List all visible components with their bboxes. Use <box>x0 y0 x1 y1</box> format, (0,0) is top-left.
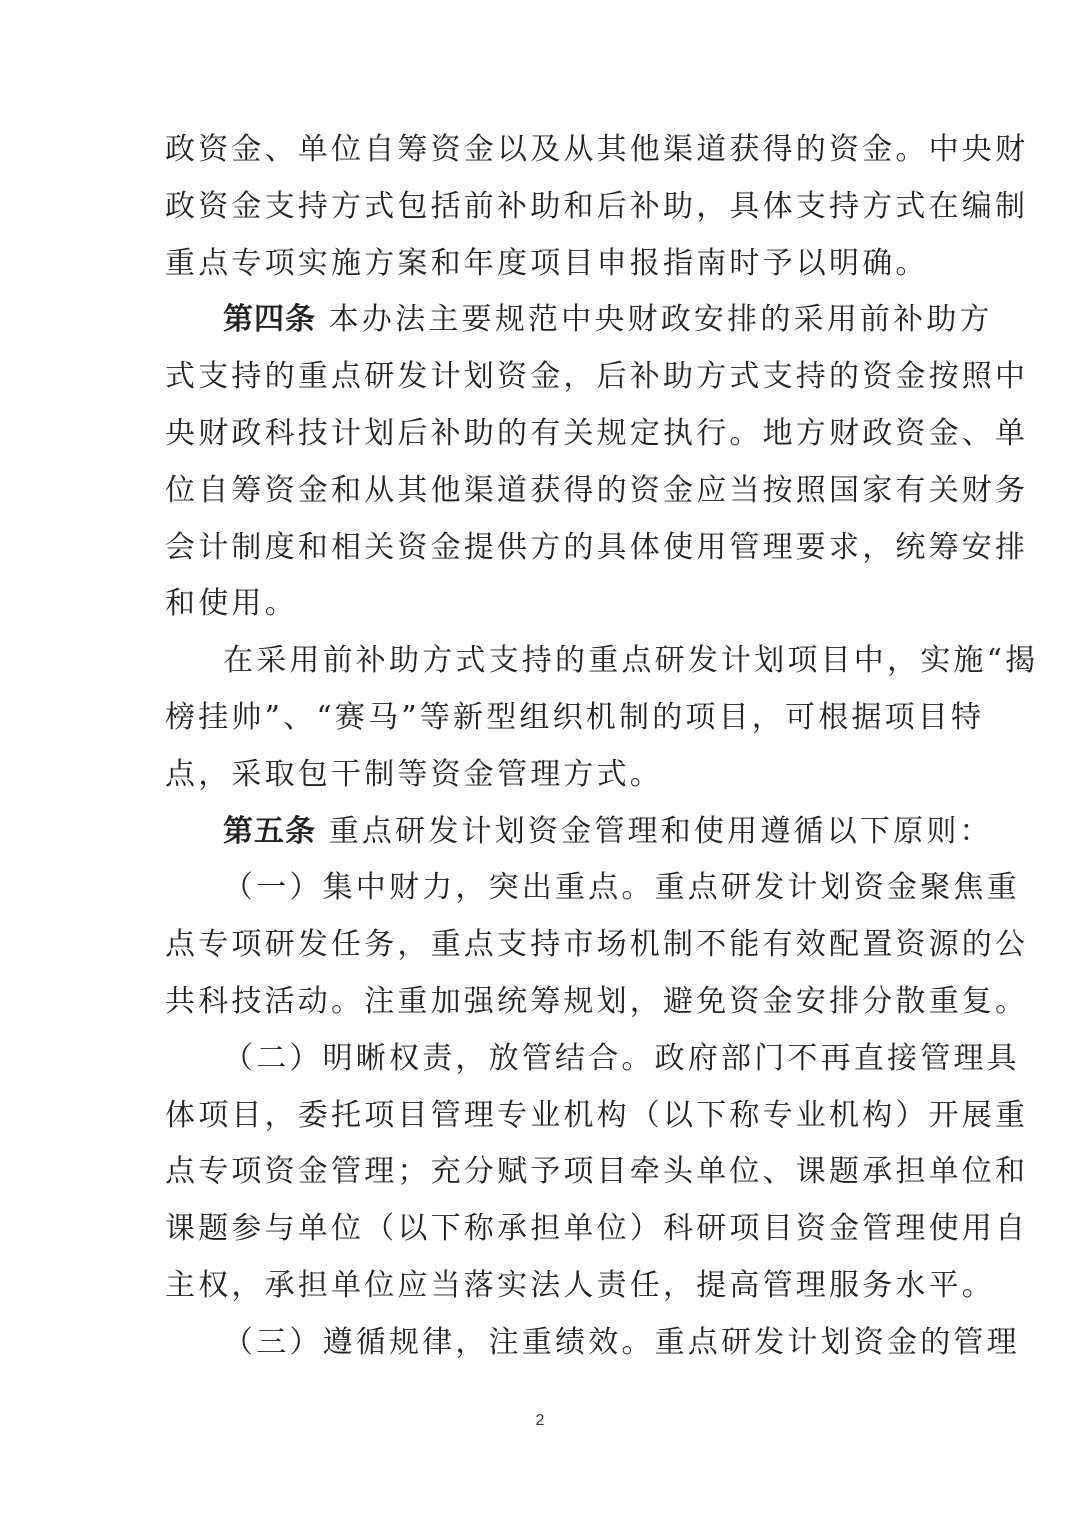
text-line: 式支持的重点研发计划资金，后补助方式支持的资金按照中 <box>165 359 1029 395</box>
paragraph-principle-2 <box>165 1031 1029 1315</box>
paragraph-article-4 <box>165 292 1029 633</box>
text-line <box>165 804 993 861</box>
text-line: 共科技活动。注重加强统筹规划，避免资金安排分散重复。 <box>165 983 1029 1019</box>
text-line: （二）明晰权责，放管结合。政府部门不再直接管理具 <box>223 1040 1020 1076</box>
text-line: 和使用。 <box>165 586 298 622</box>
text-line: 政资金、单位自筹资金以及从其他渠道获得的资金。中央财 <box>165 132 1029 167</box>
article-heading: 第五条 <box>223 813 316 849</box>
text-line: 会计制度和相关资金提供方的具体使用管理要求，统筹安排 <box>165 529 1029 565</box>
paragraph-principle-3 <box>165 1315 1020 1372</box>
text-line: 点专项资金管理；充分赋予项目牵头单位、课题承担单位和 <box>165 1154 1029 1190</box>
text-line: （三）遵循规律，注重绩效。重点研发计划资金的管理 <box>223 1324 1020 1360</box>
text-line: 在采用前补助方式支持的重点研发计划项目中，实施“揭 <box>223 643 1039 679</box>
text-line: 位自筹资金和从其他渠道获得的资金应当按照国家有关财务 <box>165 472 1029 508</box>
text-line: 政资金支持方式包括前补助和后补助，具体支持方式在编制 <box>165 188 1029 224</box>
text-line: 央财政科技计划后补助的有关规定执行。地方财政资金、单 <box>165 415 1029 451</box>
text-line: （一）集中财力，突出重点。重点研发计划资金聚焦重 <box>223 870 1020 906</box>
paragraph-prefunding-projects <box>165 633 1039 803</box>
text-line: 课题参与单位（以下称承担单位）科研项目资金管理使用自 <box>165 1211 1029 1247</box>
document-body <box>165 122 1039 1372</box>
text-line: 榜挂帅”、“赛马”等新型组织机制的项目，可根据项目特 <box>165 699 985 735</box>
text-line: 体项目，委托项目管理专业机构（以下称专业机构）开展重 <box>165 1097 1029 1133</box>
text-line: 点专项研发任务，重点支持市场机制不能有效配置资源的公 <box>165 927 1029 963</box>
text-line: 主权，承担单位应当落实法人责任，提高管理服务水平。 <box>165 1267 995 1303</box>
article-heading: 第四条 <box>223 302 316 338</box>
paragraph-principle-1 <box>165 860 1029 1030</box>
text-line: 重点专项实施方案和年度项目申报指南时予以明确。 <box>165 245 929 281</box>
paragraph-article-5 <box>165 804 993 861</box>
text-span: 重点研发计划资金管理和使用遵循以下原则： <box>316 813 993 849</box>
paragraph-funding-sources <box>165 122 1029 292</box>
text-span: 本办法主要规范中央财政安排的采用前补助方 <box>316 302 993 338</box>
text-line <box>165 292 993 349</box>
text-line: 点，采取包干制等资金管理方式。 <box>165 756 663 792</box>
page-number: 2 <box>535 1412 545 1429</box>
